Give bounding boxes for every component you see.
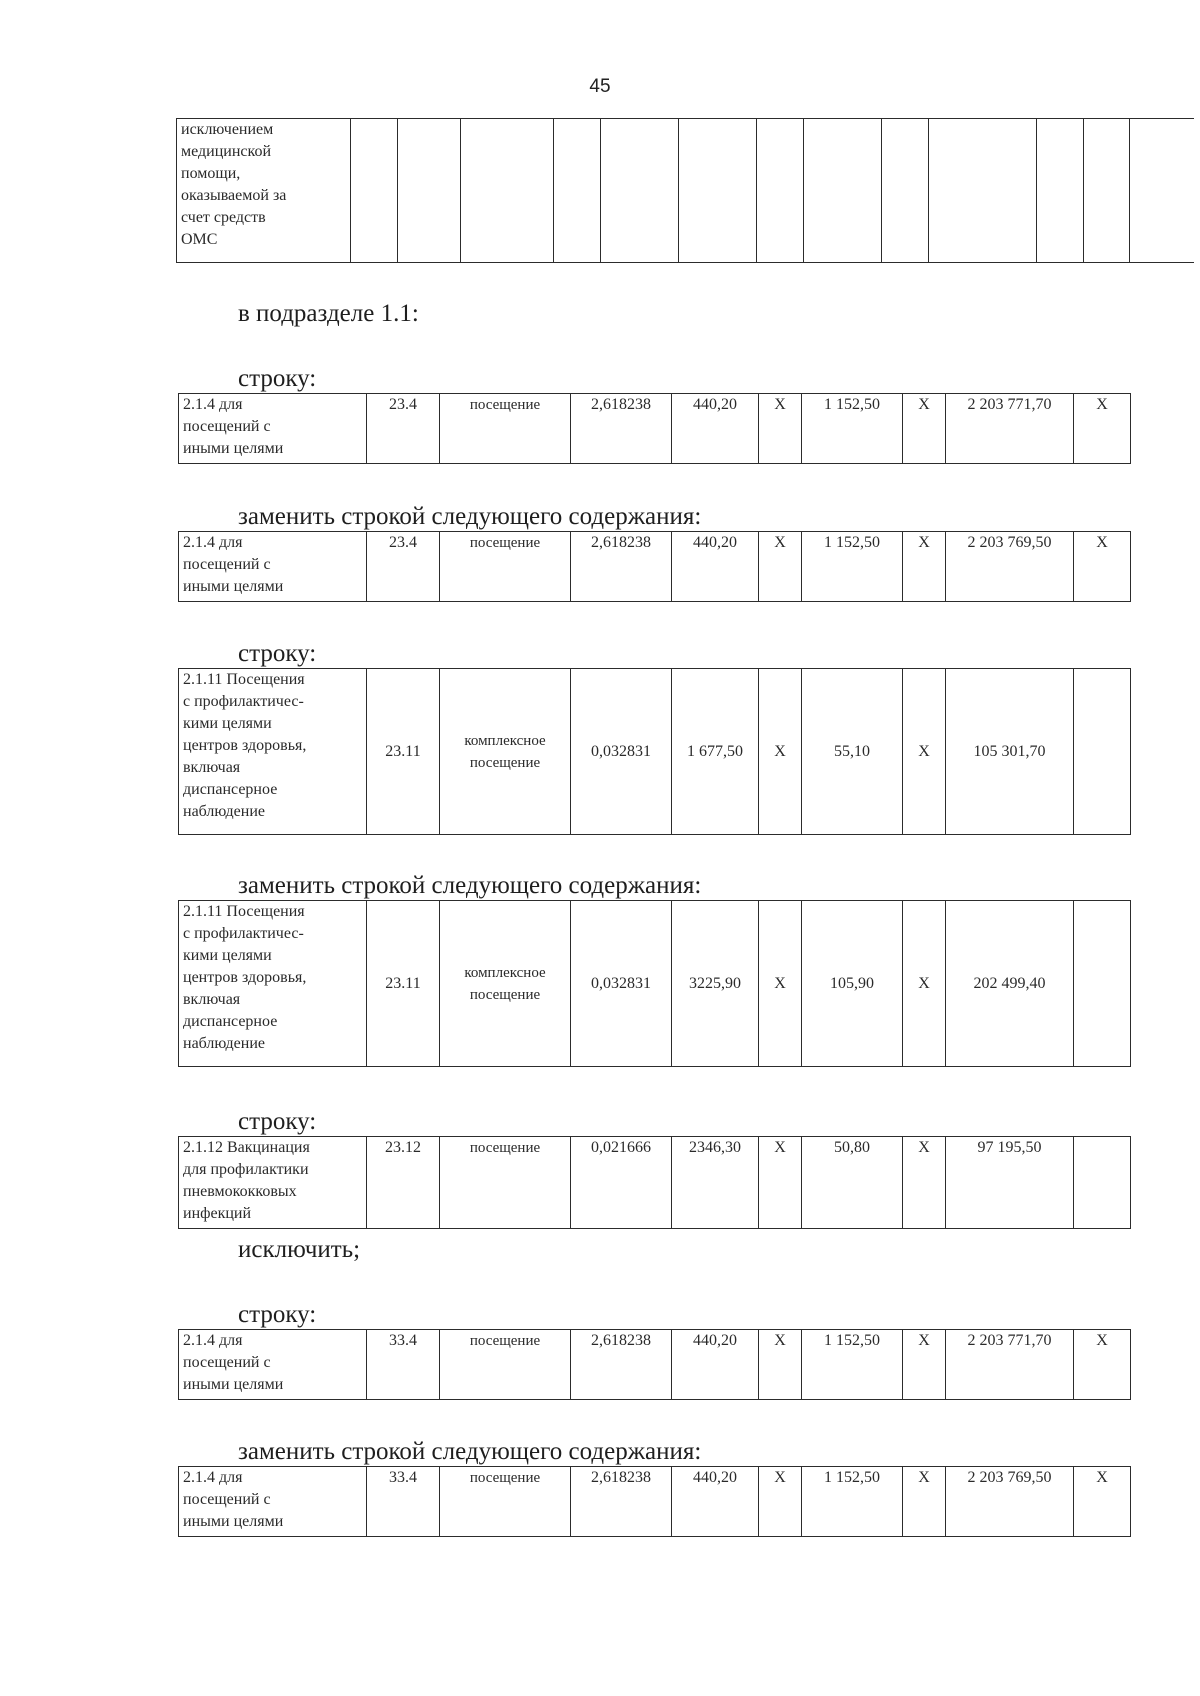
row-norm: 2,618238 (571, 1330, 672, 1400)
row-x: Х (903, 532, 946, 602)
row-x: Х (759, 1330, 802, 1400)
row-code: 33.4 (367, 1330, 440, 1400)
row-name-line: 2.1.4 для (183, 1469, 243, 1486)
row-name-line: иными целями (183, 578, 284, 595)
row-x: Х (1074, 1330, 1131, 1400)
fragment-line: медицинской (181, 143, 272, 160)
section-heading: строку: (238, 640, 317, 667)
row-name-cell (179, 532, 367, 602)
row-per-capita: 105,90 (802, 901, 903, 1067)
row-name-line: 2.1.11 Посещения (183, 671, 305, 688)
section-heading: строку: (238, 1108, 317, 1135)
row-name-line: посещений с (183, 1354, 271, 1371)
row-name-line: кими целями (183, 715, 272, 732)
fragment-line: исключением (181, 121, 274, 138)
row-name-line: посещений с (183, 418, 271, 435)
section-heading: заменить строкой следующего содержания: (238, 503, 702, 530)
row-unit-line: посещение (469, 986, 541, 1003)
row-name-line: иными целями (183, 1513, 284, 1530)
row-name-line: включая (183, 991, 241, 1008)
row-cost: 440,20 (672, 1467, 759, 1537)
row-norm: 0,032831 (571, 669, 672, 835)
row-cost: 1 677,50 (672, 669, 759, 835)
section-action: исключить; (238, 1236, 361, 1263)
row-table-1 (178, 393, 1131, 464)
row-x: Х (759, 901, 802, 1067)
row-name-cell (179, 669, 367, 835)
row-table-5 (178, 1136, 1131, 1229)
empty-cell (679, 119, 757, 263)
row-name-line: 2.1.4 для (183, 396, 243, 413)
empty-cell (1130, 119, 1194, 263)
row-x (1074, 669, 1131, 835)
row-name-line: 2.1.12 Вакцинация (183, 1139, 310, 1156)
fragment-line: помощи, (181, 165, 241, 182)
row-table-2 (178, 531, 1131, 602)
row-total: 2 203 769,50 (946, 532, 1074, 602)
row-name-line: 2.1.4 для (183, 534, 243, 551)
row-per-capita: 55,10 (802, 669, 903, 835)
row-name-line: посещений с (183, 1491, 271, 1508)
row-total: 2 203 771,70 (946, 1330, 1074, 1400)
row-name-line: посещений с (183, 556, 271, 573)
row-name-line: с профилактичес- (183, 693, 304, 710)
section-heading: строку: (238, 1301, 317, 1328)
row-name-line: наблюдение (183, 1035, 265, 1052)
row-code: 23.4 (367, 532, 440, 602)
row-unit-line: посещение (469, 754, 541, 771)
row-name-cell (179, 1330, 367, 1400)
section-heading: в подразделе 1.1: (238, 300, 419, 327)
row-norm: 2,618238 (571, 1467, 672, 1537)
row-name-cell (179, 1137, 367, 1229)
fragment-line: оказываемой за (181, 187, 287, 204)
row-per-capita: 1 152,50 (802, 532, 903, 602)
row-code: 33.4 (367, 1467, 440, 1537)
row-unit-line: комплексное (464, 732, 546, 749)
row-unit: посещение (440, 1330, 571, 1400)
row-name-line: наблюдение (183, 803, 265, 820)
empty-cell (601, 119, 679, 263)
empty-cell (803, 119, 881, 263)
row-table-6 (178, 1329, 1131, 1400)
row-total: 202 499,40 (946, 901, 1074, 1067)
row-x: Х (903, 901, 946, 1067)
row-code: 23.12 (367, 1137, 440, 1229)
row-per-capita: 1 152,50 (802, 1467, 903, 1537)
row-norm: 0,021666 (571, 1137, 672, 1229)
row-total: 97 195,50 (946, 1137, 1074, 1229)
row-x: Х (759, 394, 802, 464)
row-x: Х (1074, 532, 1131, 602)
section-heading: заменить строкой следующего содержания: (238, 1438, 702, 1465)
row-x: Х (759, 669, 802, 835)
continued-table-fragment (176, 118, 1194, 263)
row-x: Х (759, 1137, 802, 1229)
row-cost: 440,20 (672, 394, 759, 464)
row-norm: 0,032831 (571, 901, 672, 1067)
empty-cell (1083, 119, 1130, 263)
row-name-line: иными целями (183, 440, 284, 457)
row-total: 105 301,70 (946, 669, 1074, 835)
row-x: Х (903, 394, 946, 464)
empty-cell (1037, 119, 1084, 263)
row-unit-line: комплексное (464, 964, 546, 981)
row-x (1074, 1137, 1131, 1229)
row-per-capita: 1 152,50 (802, 1330, 903, 1400)
row-norm: 2,618238 (571, 532, 672, 602)
row-x: Х (759, 532, 802, 602)
row-x: Х (1074, 1467, 1131, 1537)
fragment-line: счет средств (181, 209, 266, 226)
row-cost: 2346,30 (672, 1137, 759, 1229)
row-unit: посещение (440, 1467, 571, 1537)
row-name-line: пневмококковых (183, 1183, 297, 1200)
row-name-line: диспансерное (183, 781, 278, 798)
row-name-line: 2.1.11 Посещения (183, 903, 305, 920)
row-name-cell (179, 1467, 367, 1537)
row-code: 23.11 (367, 901, 440, 1067)
empty-cell (928, 119, 1036, 263)
row-x (1074, 901, 1131, 1067)
row-norm: 2,618238 (571, 394, 672, 464)
section-subheading: строку: (238, 365, 317, 392)
fragment-line: ОМС (181, 231, 218, 248)
empty-cell (882, 119, 929, 263)
row-cost: 3225,90 (672, 901, 759, 1067)
fragment-name-cell (177, 119, 351, 263)
row-unit (440, 901, 571, 1067)
row-x: Х (903, 669, 946, 835)
row-total: 2 203 771,70 (946, 394, 1074, 464)
row-table-4 (178, 900, 1131, 1067)
row-x: Х (759, 1467, 802, 1537)
row-table-3 (178, 668, 1131, 835)
row-x: Х (903, 1330, 946, 1400)
row-unit: посещение (440, 532, 571, 602)
row-table-7 (178, 1466, 1131, 1537)
empty-cell (398, 119, 461, 263)
row-name-line: включая (183, 759, 241, 776)
row-name-cell (179, 901, 367, 1067)
row-per-capita: 50,80 (802, 1137, 903, 1229)
row-name-line: центров здоровья, (183, 969, 307, 986)
page-number: 45 (589, 76, 611, 97)
row-cost: 440,20 (672, 532, 759, 602)
row-code: 23.4 (367, 394, 440, 464)
row-unit: посещение (440, 394, 571, 464)
row-name-cell (179, 394, 367, 464)
row-unit: посещение (440, 1137, 571, 1229)
section-heading: заменить строкой следующего содержания: (238, 872, 702, 899)
row-cost: 440,20 (672, 1330, 759, 1400)
row-name-line: кими целями (183, 947, 272, 964)
row-name-line: инфекций (183, 1205, 252, 1222)
row-x: Х (903, 1137, 946, 1229)
empty-cell (350, 119, 398, 263)
row-x: Х (903, 1467, 946, 1537)
empty-cell (757, 119, 804, 263)
row-code: 23.11 (367, 669, 440, 835)
row-name-line: диспансерное (183, 1013, 278, 1030)
row-unit (440, 669, 571, 835)
row-name-line: для профилактики (183, 1161, 309, 1178)
row-name-line: с профилактичес- (183, 925, 304, 942)
row-total: 2 203 769,50 (946, 1467, 1074, 1537)
row-x: Х (1074, 394, 1131, 464)
row-name-line: 2.1.4 для (183, 1332, 243, 1349)
empty-cell (461, 119, 554, 263)
row-name-line: центров здоровья, (183, 737, 307, 754)
empty-cell (554, 119, 601, 263)
row-per-capita: 1 152,50 (802, 394, 903, 464)
row-name-line: иными целями (183, 1376, 284, 1393)
